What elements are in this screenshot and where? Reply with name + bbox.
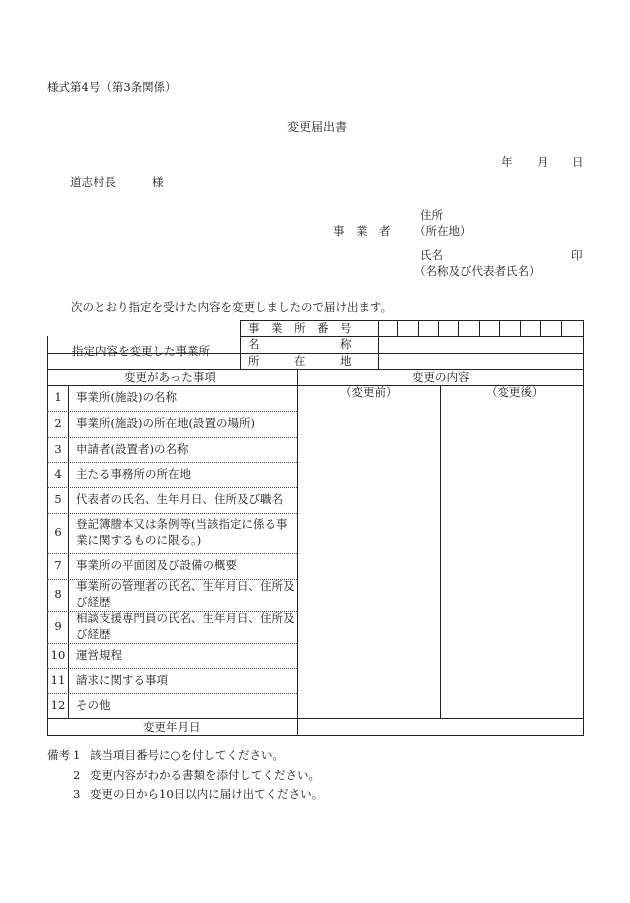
item-number: 8	[54, 587, 62, 602]
item-number: 6	[54, 525, 62, 540]
after-label: （変更後）	[486, 385, 544, 399]
applicant-name-sub: （名称及び代表者氏名）	[414, 264, 541, 278]
notes-prefix: 備考	[47, 748, 70, 762]
item-text: 相談支援専門員の氏名、生年月日、住所及び経歴	[76, 611, 295, 641]
item-number: 10	[50, 647, 66, 662]
note-text: 変更の日から10日以内に届け出てください。	[90, 787, 324, 801]
item-number: 4	[54, 466, 62, 481]
item-number: 2	[54, 416, 62, 431]
item-text: 主たる事務所の所在地	[76, 466, 191, 481]
note-number: 1	[73, 748, 81, 762]
note-text: 変更内容がわかる書類を添付してください。	[90, 768, 320, 782]
item-text: 事業所の平面図及び設備の概要	[76, 558, 237, 573]
item-text: その他	[76, 697, 111, 712]
item-number: 1	[54, 390, 62, 405]
item-text: 申請者(設置者)の名称	[76, 441, 189, 456]
office-location-label: 所 在 地	[248, 354, 352, 368]
before-label: （変更前）	[340, 385, 398, 399]
addressee-honorific: 様	[152, 175, 164, 189]
date-day: 日	[572, 155, 584, 169]
applicant-address-sub: （所在地）	[414, 224, 472, 238]
content-header: 変更の内容	[412, 370, 470, 384]
change-date-label: 変更年月日	[143, 720, 201, 734]
item-number: 12	[50, 697, 66, 712]
intro-text: 次のとおり指定を受けた内容を変更しましたので届け出ます。	[71, 300, 393, 314]
item-number: 5	[54, 492, 62, 507]
addressee-name: 道志村長	[70, 175, 116, 189]
items-header: 変更があった事項	[124, 370, 216, 384]
applicant-name-label: 氏名	[420, 248, 443, 262]
note-number: 2	[73, 768, 81, 782]
item-number: 11	[50, 672, 66, 687]
date-month: 月	[537, 155, 549, 169]
item-number: 9	[54, 619, 62, 634]
date-year: 年	[501, 155, 513, 169]
office-group-label: 指定内容を変更した事業所	[72, 344, 210, 358]
seal-mark: 印	[571, 248, 583, 262]
office-number-label: 事 業 所 番 号	[248, 321, 352, 335]
item-number: 7	[54, 558, 62, 573]
item-text: 請求に関する事項	[76, 672, 168, 687]
item-text: 代表者の氏名、生年月日、住所及び職名	[76, 492, 283, 507]
office-name-label: 名 称	[248, 337, 352, 351]
applicant-label: 事 業 者	[333, 224, 391, 238]
note-number: 3	[73, 787, 81, 801]
item-text: 事業所(施設)の所在地(設置の場所)	[76, 416, 255, 431]
form-number: 様式第4号（第3条関係）	[47, 80, 177, 94]
item-text: 運営規程	[76, 647, 122, 662]
item-number: 3	[54, 441, 62, 456]
item-text: 登記簿謄本又は条例等(当該指定に係る事業に関するものに限る。)	[76, 517, 288, 547]
item-text: 事業所(施設)の名称	[76, 390, 177, 405]
document-title: 変更届出書	[287, 120, 348, 134]
note-text: 該当項目番号に○を付してください。	[90, 748, 285, 762]
applicant-address-label: 住所	[420, 208, 443, 222]
item-text: 事業所の管理者の氏名、生年月日、住所及び経歴	[76, 579, 295, 609]
